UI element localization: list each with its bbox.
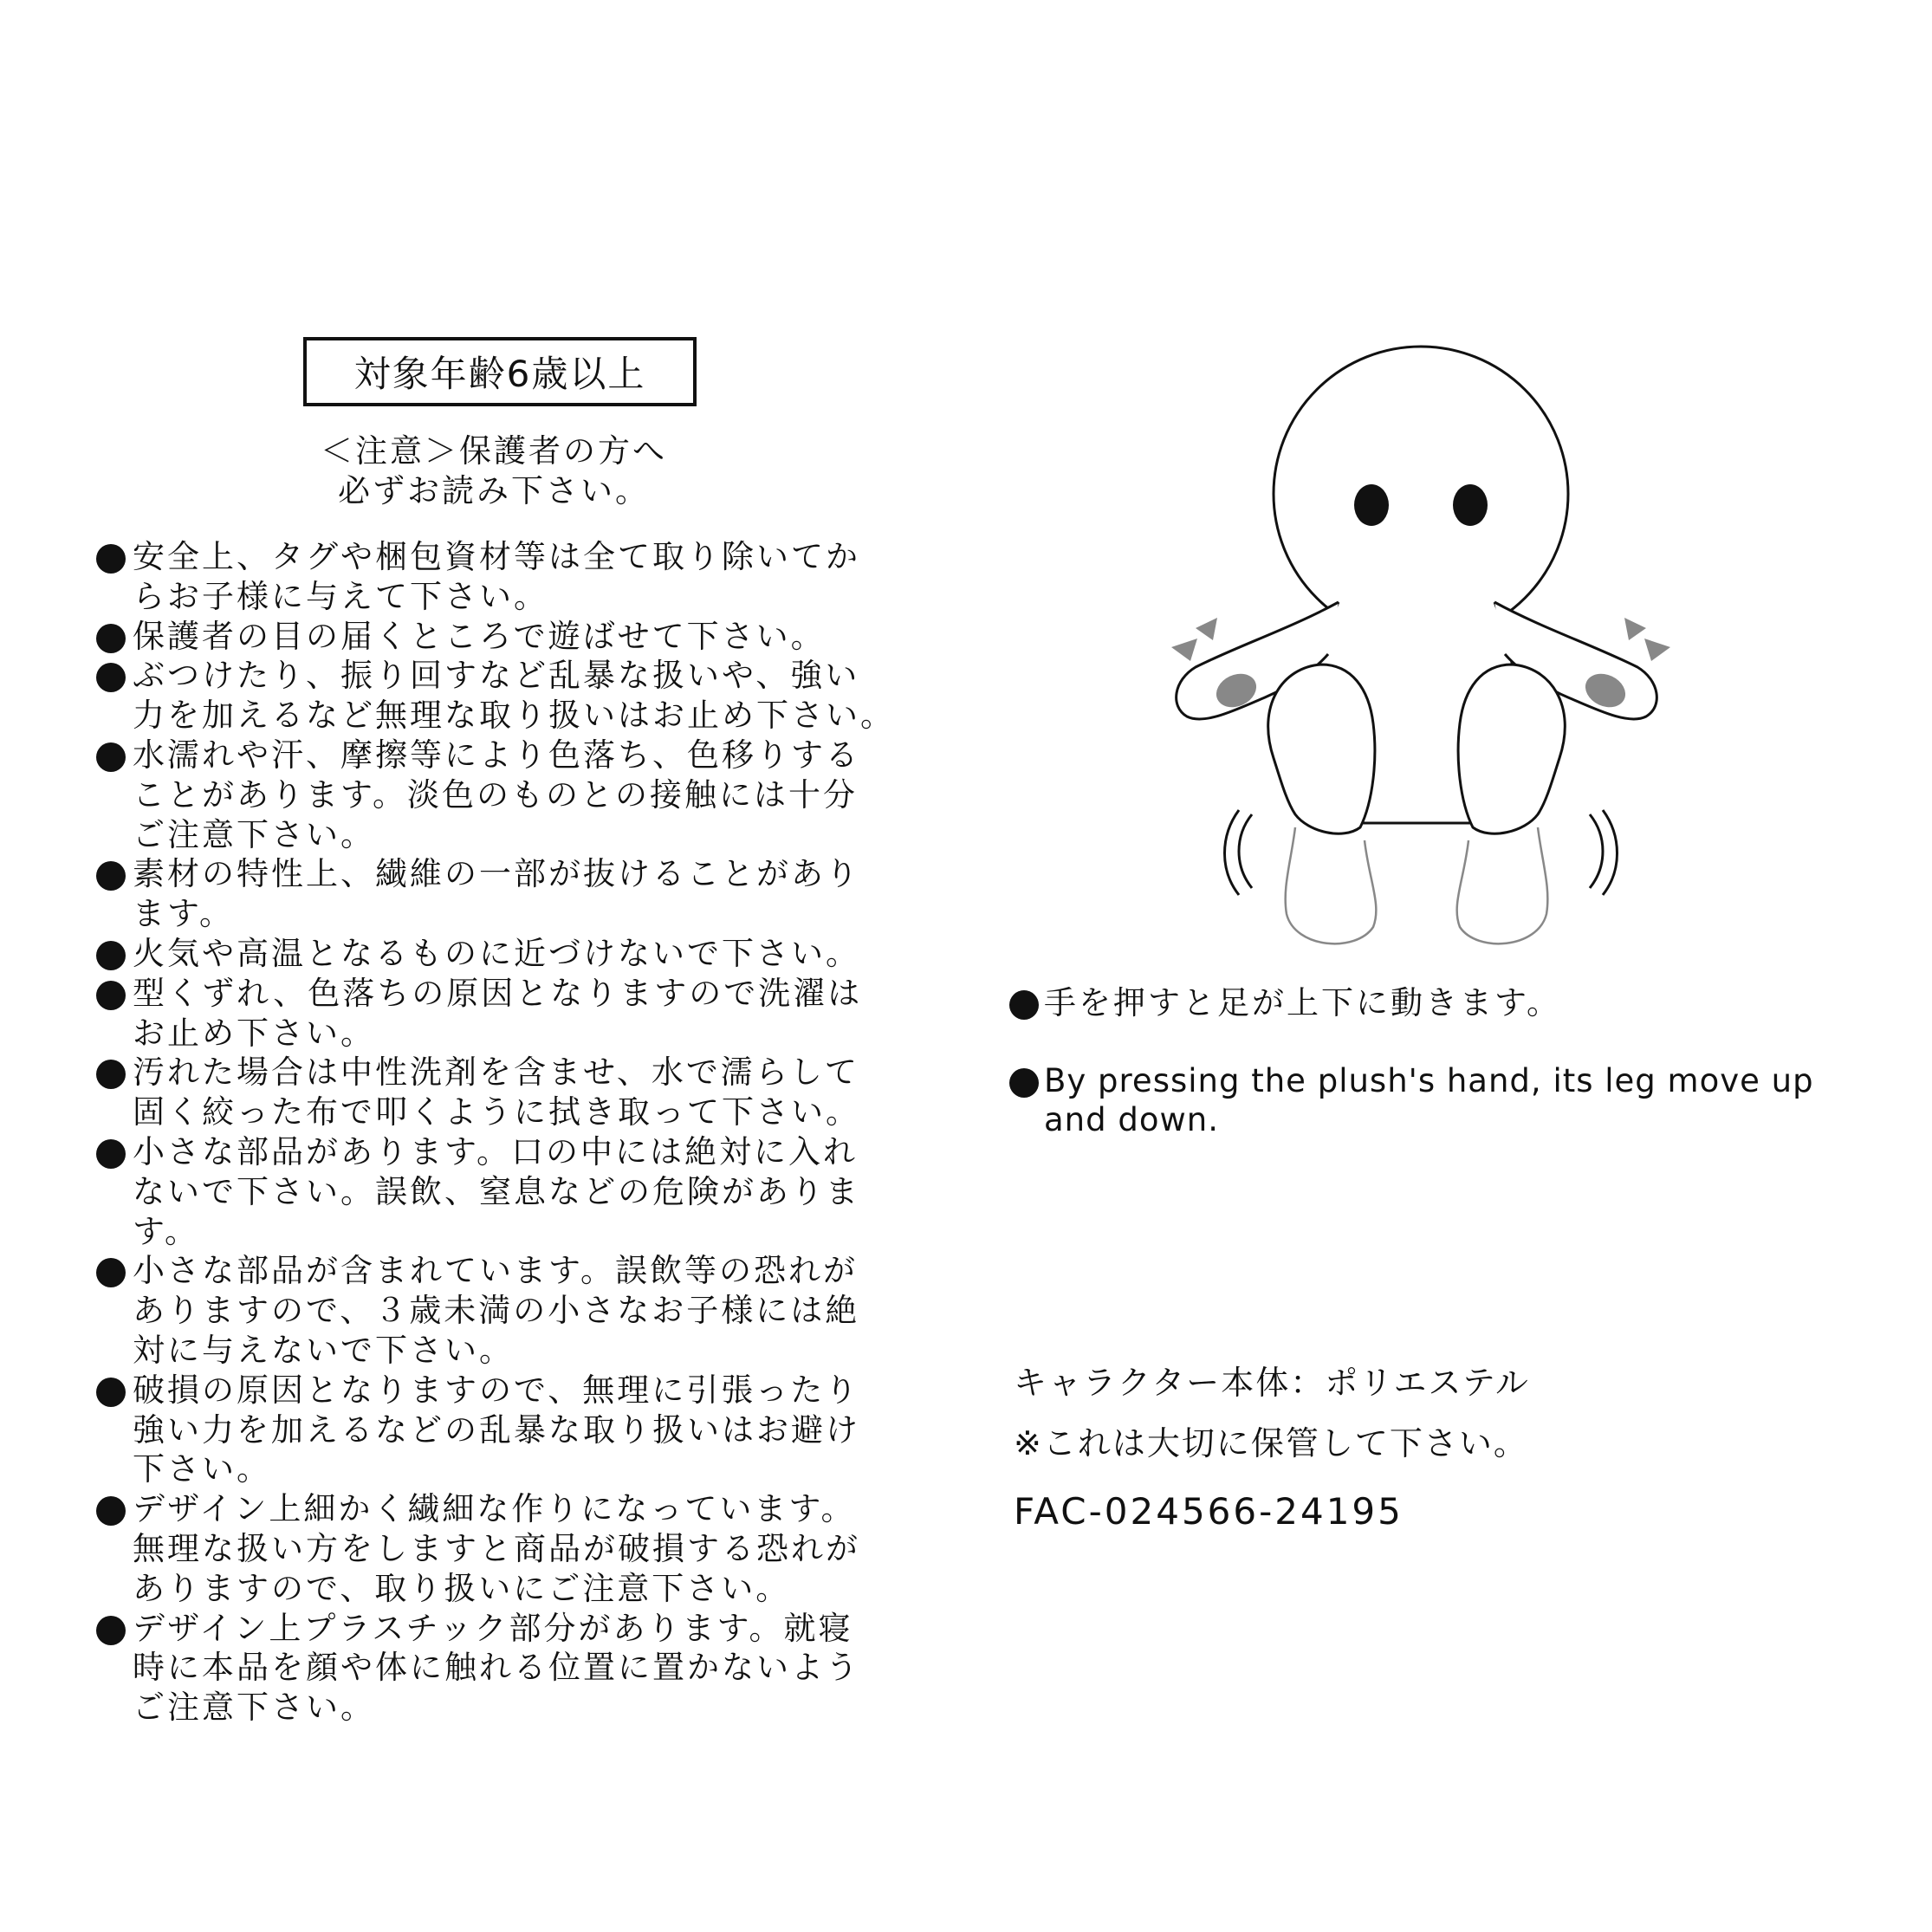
press-arrow-right-2 bbox=[1624, 618, 1646, 640]
warning-line: デザイン上細かく繊細な作りになっています。 bbox=[133, 1490, 856, 1528]
bullet-icon bbox=[1009, 990, 1039, 1020]
warning-line: 汚れた場合は中性洗剤を含ませ、水で濡らして bbox=[133, 1054, 859, 1092]
warning-item bbox=[91, 1371, 923, 1489]
warning-list bbox=[91, 537, 923, 1728]
material-info: キャラクター本体：ポリエステル bbox=[1014, 1364, 1530, 1402]
warning-line: 小さな部品が含まれています。誤飲等の恐れが bbox=[133, 1252, 859, 1290]
warning-item bbox=[91, 736, 923, 854]
plush-right-leg bbox=[1458, 665, 1565, 833]
press-arrow-left-2 bbox=[1196, 618, 1217, 640]
age-label: 対象年齢6歳以上 bbox=[353, 353, 646, 395]
warning-line: 小さな部品があります。口の中には絶対に入れ bbox=[133, 1132, 859, 1170]
warning-item bbox=[91, 974, 923, 1054]
warning-line: 力を加えるなど無理な取り扱いはお止め下さい。 bbox=[133, 697, 895, 735]
warning-item bbox=[91, 1609, 923, 1728]
warning-line: ことがあります。淡色のものとの接触には十分 bbox=[133, 775, 859, 814]
warning-line: ありますので、取り扱いにご注意下さい。 bbox=[133, 1569, 791, 1607]
warning-line: お止め下さい。 bbox=[133, 1014, 375, 1052]
warning-item bbox=[91, 1251, 923, 1370]
plush-left-eye bbox=[1354, 484, 1389, 526]
warning-line: 保護者の目の届くところで遊ばせて下さい。 bbox=[133, 617, 826, 655]
warning-line: 水濡れや汗、摩擦等により色落ち、色移りする bbox=[133, 736, 860, 774]
instruction-en-line-2: and down. bbox=[1044, 1101, 1219, 1138]
plush-illustration bbox=[1152, 342, 1689, 966]
warning-line: 対に与えないで下さい。 bbox=[133, 1331, 514, 1369]
bullet-icon bbox=[96, 1060, 126, 1089]
instruction-en-line-1: By pressing the plush's hand, its leg move up bbox=[1044, 1062, 1814, 1099]
plush-right-eye bbox=[1453, 484, 1488, 526]
bullet-icon bbox=[1009, 1068, 1039, 1098]
warning-item bbox=[91, 617, 923, 657]
warning-item bbox=[91, 1489, 923, 1608]
press-arrow-right-1 bbox=[1644, 639, 1670, 661]
plush-head bbox=[1274, 347, 1568, 641]
age-label-box bbox=[303, 337, 697, 406]
warning-line: ぶつけたり、振り回すなど乱暴な扱いや、強い bbox=[133, 657, 860, 695]
bullet-icon bbox=[96, 1378, 126, 1407]
bullet-icon bbox=[96, 941, 126, 970]
bullet-icon bbox=[96, 981, 126, 1010]
warning-line: 安全上、タグや梱包資材等は全て取り除いてか bbox=[133, 538, 860, 575]
motion-line-right-2 bbox=[1603, 810, 1618, 895]
instruction-en bbox=[1009, 1061, 1884, 1139]
warning-line: ご注意下さい。 bbox=[133, 815, 375, 853]
keep-notice: ※これは大切に保管して下さい。 bbox=[1014, 1424, 1528, 1462]
warning-line: 破損の原因となりますので、無理に引張ったり bbox=[133, 1371, 860, 1409]
bullet-icon bbox=[96, 742, 126, 772]
notice-line-1: ＜注意＞保護者の方へ bbox=[321, 432, 667, 470]
bullet-icon bbox=[96, 544, 126, 574]
bullet-icon bbox=[96, 1616, 126, 1645]
instruction-jp bbox=[1009, 983, 1884, 1022]
plush-left-leg bbox=[1268, 665, 1375, 833]
press-arrow-left-1 bbox=[1171, 639, 1197, 661]
motion-line-left-1 bbox=[1239, 814, 1252, 888]
warning-line: 固く絞った布で叩くように拭き取って下さい。 bbox=[133, 1093, 860, 1131]
warning-line: 下さい。 bbox=[133, 1450, 271, 1488]
warning-item bbox=[91, 537, 923, 617]
warning-item bbox=[91, 934, 923, 974]
warning-line: ないで下さい。誤飲、窒息などの危険がありま bbox=[133, 1172, 860, 1210]
plush-left-foot-motion bbox=[1286, 827, 1377, 943]
warning-line: ご注意下さい。 bbox=[133, 1689, 375, 1727]
motion-line-left-2 bbox=[1225, 810, 1240, 895]
warning-item bbox=[91, 1053, 923, 1132]
warning-line: 強い力を加えるなどの乱暴な取り扱いはお避け bbox=[133, 1410, 860, 1449]
instruction-jp-text: 手を押すと足が上下に動きます。 bbox=[1044, 984, 1562, 1021]
product-code: FAC-024566-24195 bbox=[1014, 1490, 1404, 1533]
warning-line: す。 bbox=[133, 1212, 200, 1250]
notice-heading bbox=[295, 431, 693, 511]
bullet-icon bbox=[96, 1258, 126, 1287]
bullet-icon bbox=[96, 1139, 126, 1169]
warning-item bbox=[91, 854, 923, 934]
warning-line: 火気や高温となるものに近づけないで下さい。 bbox=[133, 934, 860, 972]
plush-right-foot-motion bbox=[1457, 827, 1548, 943]
bullet-icon bbox=[96, 624, 126, 653]
warning-line: デザイン上プラスチック部分があります。就寝 bbox=[133, 1609, 853, 1647]
warning-item bbox=[91, 656, 923, 736]
warning-line: ありますので、３歳未満の小さなお子様には絶 bbox=[133, 1292, 860, 1330]
warning-line: 型くずれ、色落ちの原因となりますので洗濯は bbox=[133, 974, 863, 1012]
warning-line: 時に本品を顔や体に触れる位置に置かないよう bbox=[133, 1649, 860, 1687]
warning-line: らお子様に与えて下さい。 bbox=[133, 577, 548, 615]
motion-line-right-1 bbox=[1590, 814, 1603, 888]
notice-line-2: 必ずお読み下さい。 bbox=[338, 472, 650, 509]
warning-item bbox=[91, 1132, 923, 1251]
bullet-icon bbox=[96, 663, 126, 692]
warning-line: 無理な扱い方をしますと商品が破損する恐れが bbox=[133, 1529, 860, 1567]
warning-line: 素材の特性上、繊維の一部が抜けることがあり bbox=[133, 855, 860, 893]
warning-line: ます。 bbox=[133, 895, 235, 933]
bullet-icon bbox=[96, 1496, 126, 1526]
bullet-icon bbox=[96, 861, 126, 891]
